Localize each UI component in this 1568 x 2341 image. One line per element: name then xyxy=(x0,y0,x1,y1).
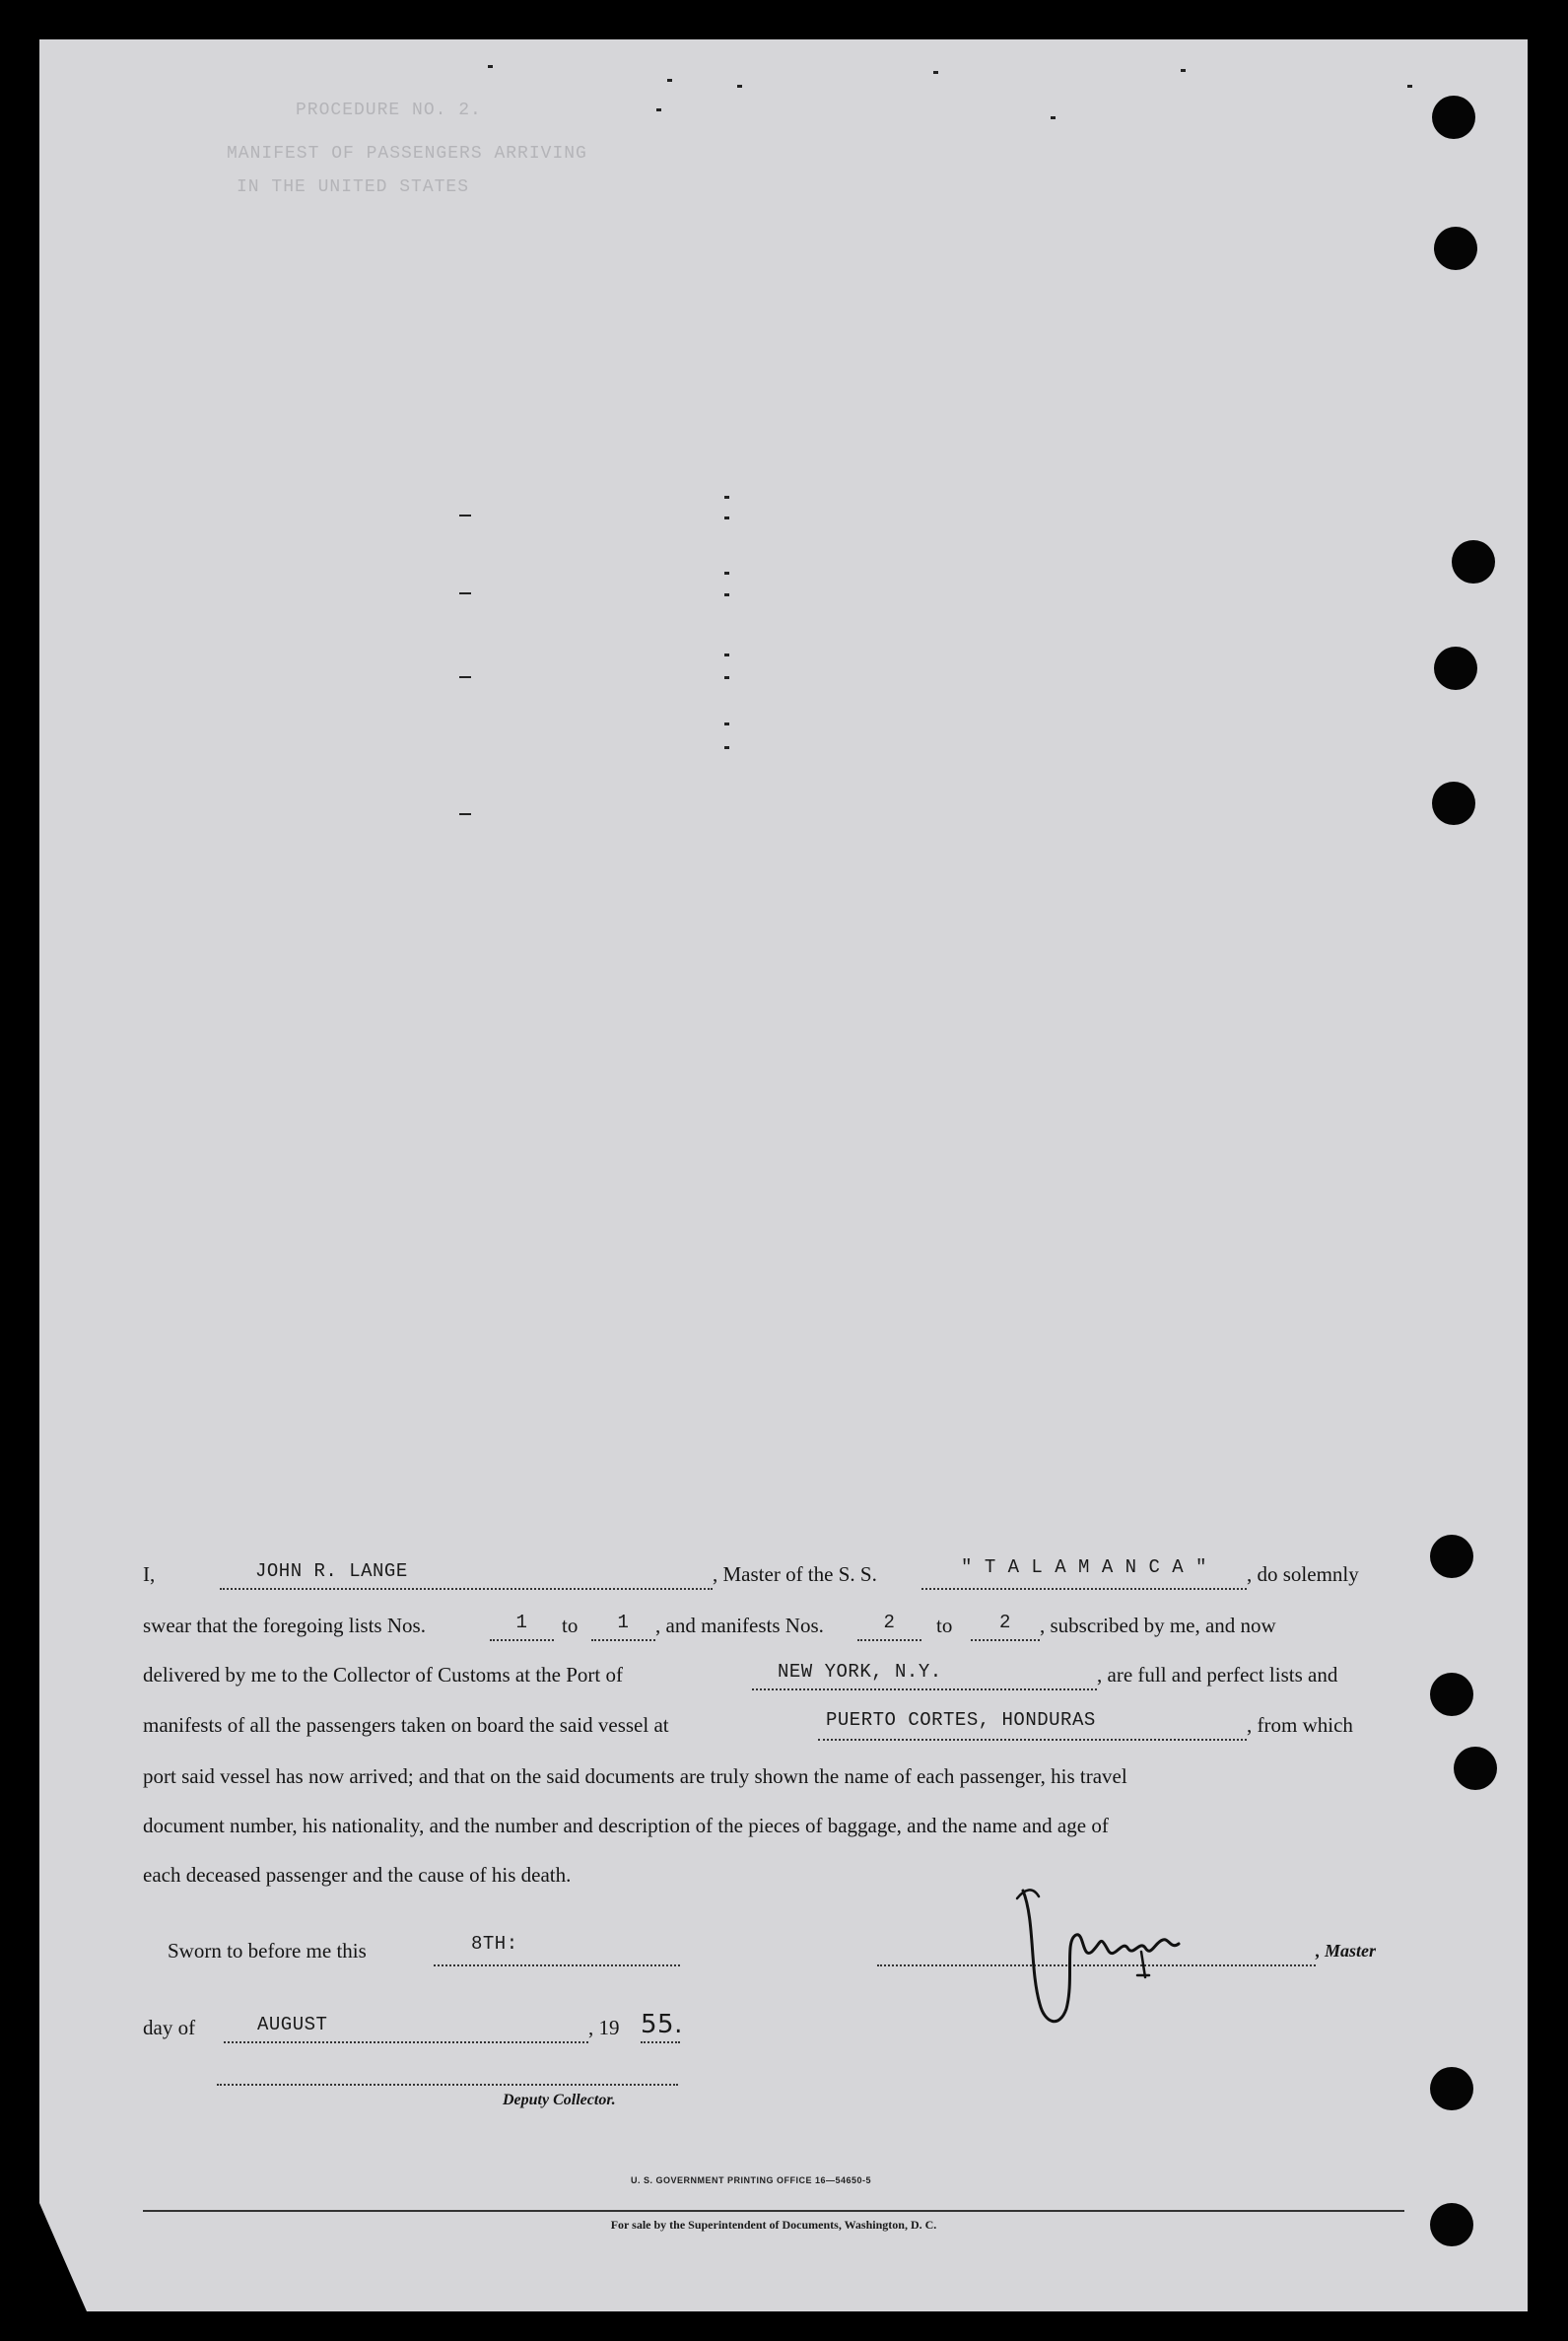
footer-rule xyxy=(143,2210,1404,2212)
oath-text-line: port said vessel has now arrived; and that on the said documents are truly shown the name of each passenger, his travel xyxy=(143,1764,1127,1788)
oath-line-1 xyxy=(143,1556,1404,1592)
binder-hole xyxy=(1432,782,1475,825)
do-solemnly-label: , do solemnly xyxy=(1247,1562,1359,1586)
deputy-collector-label: Deputy Collector. xyxy=(503,2092,616,2108)
delivered-by-label: delivered by me to the Collector of Customs at the Port of xyxy=(143,1663,623,1687)
from-which-label: , from which xyxy=(1247,1713,1353,1737)
oath-line-6 xyxy=(143,1814,1404,1843)
sworn-label: Sworn to before me this xyxy=(168,1939,367,1962)
lists-from: 1 xyxy=(515,1612,528,1633)
sworn-line xyxy=(168,1933,1404,1968)
document-page xyxy=(39,39,1528,2311)
ink-speck xyxy=(933,71,938,74)
lists-to-field xyxy=(591,1614,655,1641)
binder-hole xyxy=(1432,96,1475,139)
master-signature xyxy=(1005,1881,1202,2038)
binder-hole xyxy=(1430,2203,1473,2246)
deputy-signature-field xyxy=(217,2080,678,2086)
ink-speck xyxy=(724,572,729,575)
arrival-port: NEW YORK, N.Y. xyxy=(778,1661,942,1683)
to-word: to xyxy=(936,1614,953,1637)
binder-hole xyxy=(1452,540,1495,584)
ink-speck xyxy=(737,85,742,88)
day-of-label: day of xyxy=(143,2016,196,2039)
ink-speck xyxy=(1407,85,1412,88)
oath-text-line: each deceased passenger and the cause of his death. xyxy=(143,1863,572,1887)
ink-speck xyxy=(667,79,672,82)
faded-header-line: MANIFEST OF PASSENGERS ARRIVING xyxy=(227,144,587,164)
binder-hole xyxy=(1430,2067,1473,2110)
printer-imprint: U. S. GOVERNMENT PRINTING OFFICE 16—54650-5 xyxy=(631,2175,872,2185)
full-perfect-label: , are full and perfect lists and xyxy=(1097,1663,1338,1687)
oath-line-4 xyxy=(143,1709,1404,1743)
vessel-name-field xyxy=(921,1556,1247,1590)
swear-lists-label: swear that the foregoing lists Nos. xyxy=(143,1614,426,1637)
oath-line-5 xyxy=(143,1764,1404,1794)
ink-speck xyxy=(1051,116,1056,119)
oath-line-3 xyxy=(143,1663,1404,1692)
oath-line-7 xyxy=(143,1863,1404,1893)
faded-header-line: PROCEDURE NO. 2. xyxy=(296,101,482,120)
sworn-year: 55. xyxy=(641,2010,683,2039)
manifests-from: 2 xyxy=(883,1612,896,1633)
ink-speck xyxy=(724,654,729,656)
manifests-to: 2 xyxy=(999,1612,1011,1633)
day-of-line xyxy=(143,2010,833,2045)
lists-from-field xyxy=(490,1614,554,1641)
subscribed-label: , subscribed by me, and now xyxy=(1040,1614,1276,1637)
sworn-day-field xyxy=(434,1933,680,1966)
deputy-line xyxy=(143,2080,833,2119)
departure-port-field xyxy=(818,1709,1247,1741)
ink-speck xyxy=(724,496,729,499)
ink-speck xyxy=(724,746,729,749)
master-name-field xyxy=(220,1562,713,1590)
manifests-to-field xyxy=(971,1614,1040,1641)
faded-header-line: IN THE UNITED STATES xyxy=(237,177,470,197)
ink-speck xyxy=(724,676,729,679)
manifests-all-label: manifests of all the passengers taken on board the said vessel at xyxy=(143,1713,669,1737)
binder-hole xyxy=(1434,227,1477,270)
sworn-month: AUGUST xyxy=(257,2014,328,2035)
departure-port: PUERTO CORTES, HONDURAS xyxy=(826,1709,1096,1731)
port-field xyxy=(752,1663,1097,1690)
ink-speck xyxy=(459,813,471,815)
manifests-from-field xyxy=(857,1614,921,1641)
master-label: , Master xyxy=(1316,1941,1377,1961)
master-of-ss-label: , Master of the S. S. xyxy=(713,1562,877,1586)
year-field xyxy=(641,2010,683,2043)
ink-speck xyxy=(459,676,471,678)
month-field xyxy=(224,2016,588,2043)
ink-speck xyxy=(724,516,729,519)
ink-speck xyxy=(488,65,493,68)
binder-hole xyxy=(1430,1535,1473,1578)
ink-speck xyxy=(724,723,729,725)
ink-speck xyxy=(459,515,471,516)
oath-text-line: document number, his nationality, and the number and description of the pieces of baggage, and the name and age of xyxy=(143,1814,1109,1837)
oath-i-prefix: I, xyxy=(143,1562,156,1586)
ink-speck xyxy=(1181,69,1186,72)
binder-hole xyxy=(1430,1673,1473,1716)
sworn-day: 8TH: xyxy=(471,1933,518,1955)
binder-hole xyxy=(1434,647,1477,690)
to-word: to xyxy=(562,1614,579,1637)
footer-note: For sale by the Superintendent of Documents, Washington, D. C. xyxy=(610,2218,937,2232)
binder-hole xyxy=(1454,1747,1497,1790)
vessel-name: " T A L A M A N C A " xyxy=(961,1556,1207,1578)
ink-speck xyxy=(459,592,471,594)
ink-speck xyxy=(724,593,729,596)
year-prefix: , 19 xyxy=(588,2016,620,2039)
oath-line-2 xyxy=(143,1614,1404,1643)
master-name: JOHN R. LANGE xyxy=(255,1560,408,1582)
folded-corner xyxy=(39,2203,87,2311)
and-manifests-label: , and manifests Nos. xyxy=(655,1614,824,1637)
lists-to: 1 xyxy=(617,1612,630,1633)
ink-speck xyxy=(656,108,661,111)
